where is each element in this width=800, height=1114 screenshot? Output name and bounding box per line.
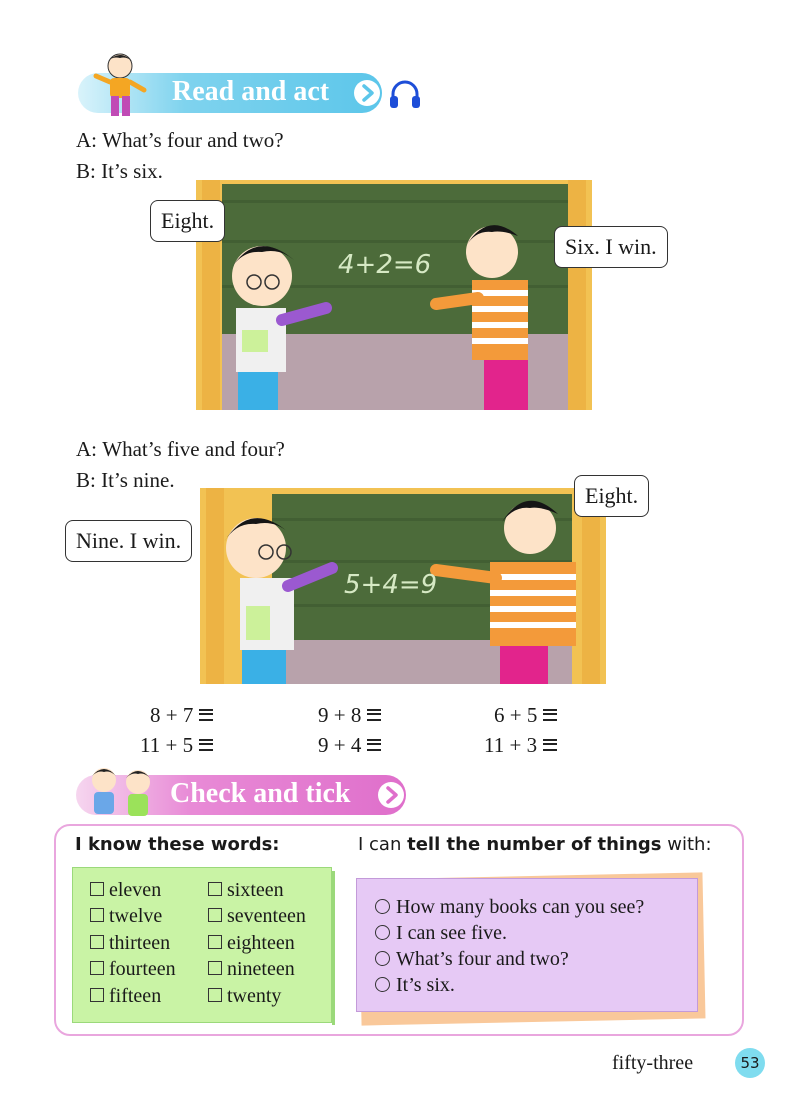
sum-item: [494, 703, 557, 728]
speech-bubble-eight-2: Eight.: [574, 475, 649, 517]
radio-circle[interactable]: [375, 925, 390, 940]
dialog1-line-a: [76, 128, 284, 153]
word-item-fourteen[interactable]: [90, 958, 176, 981]
word-item-fifteen[interactable]: [90, 985, 161, 1008]
dialog2-line-a: [76, 437, 285, 462]
phrase-item[interactable]: [375, 948, 569, 971]
word-label: sixteen: [227, 879, 284, 901]
phrases-heading: [358, 834, 712, 855]
word-label: fourteen: [109, 958, 176, 980]
speaker-b-label: B:: [76, 468, 96, 492]
phrases-heading-pre: I can: [358, 834, 402, 855]
phrase-label: I can see five.: [396, 922, 508, 944]
phrase-label: What’s four and two?: [396, 948, 569, 970]
radio-circle[interactable]: [375, 977, 390, 992]
equals-sign: [367, 709, 381, 721]
checkbox[interactable]: [90, 961, 104, 975]
dialog2-line-b: [76, 468, 175, 493]
board-equation-2: 5+4=9: [344, 570, 438, 600]
checkbox[interactable]: [90, 988, 104, 1002]
sum-expression: 11 + 5: [140, 733, 194, 757]
sum-item: [150, 703, 213, 728]
word-item-twenty[interactable]: [208, 985, 281, 1008]
word-label: eighteen: [227, 932, 295, 954]
dialog2-b-text: It’s nine.: [101, 468, 175, 492]
radio-circle[interactable]: [375, 951, 390, 966]
equals-sign: [543, 709, 557, 721]
dialog1-a-text: What’s four and two?: [102, 128, 284, 152]
word-label: twelve: [109, 905, 163, 927]
two-kids-mascot-illustration: [80, 764, 166, 820]
headphones-icon[interactable]: [388, 78, 422, 110]
equals-sign: [543, 739, 557, 751]
speech-bubble-eight-1: Eight.: [150, 200, 225, 242]
word-item-eighteen[interactable]: [208, 932, 295, 955]
phrases-heading-bold: tell the number of things: [407, 834, 662, 855]
phrases-heading-post: with:: [667, 834, 712, 855]
sum-item: [318, 733, 381, 758]
word-item-thirteen[interactable]: [90, 932, 170, 955]
phrase-item[interactable]: [375, 896, 644, 919]
dialog1-b-text: It’s six.: [101, 159, 163, 183]
word-label: seventeen: [227, 905, 306, 927]
word-item-sixteen[interactable]: [208, 879, 284, 902]
play-arrow-icon[interactable]: [354, 80, 380, 106]
word-label: eleven: [109, 879, 162, 901]
speech-bubble-six-i-win: Six. I win.: [554, 226, 668, 268]
sum-expression: 11 + 3: [484, 733, 538, 757]
word-label: thirteen: [109, 932, 171, 954]
play-arrow-icon[interactable]: [378, 782, 404, 808]
kid-mascot-illustration: [92, 50, 152, 122]
read-and-act-title: Read and act: [172, 76, 330, 107]
blackboard-scene-1: [196, 180, 592, 420]
checkbox[interactable]: [208, 935, 222, 949]
word-item-eleven[interactable]: [90, 879, 161, 902]
speaker-a-label: A:: [76, 128, 97, 152]
word-item-nineteen[interactable]: [208, 958, 295, 981]
sum-expression: 8 + 7: [150, 703, 194, 727]
checkbox[interactable]: [208, 908, 222, 922]
radio-circle[interactable]: [375, 899, 390, 914]
phrase-label: How many books can you see?: [396, 896, 645, 918]
checkbox[interactable]: [208, 961, 222, 975]
phrase-item[interactable]: [375, 922, 507, 945]
sum-item: [484, 733, 557, 758]
equals-sign: [199, 709, 213, 721]
check-and-tick-title: Check and tick: [170, 778, 351, 809]
checkbox[interactable]: [208, 988, 222, 1002]
sum-item: [140, 733, 213, 758]
speaker-b-label: B:: [76, 159, 96, 183]
equals-sign: [367, 739, 381, 751]
word-label: twenty: [227, 985, 282, 1007]
sum-expression: 9 + 4: [318, 733, 362, 757]
words-box-shadow: [332, 871, 335, 1025]
sum-expression: 9 + 8: [318, 703, 362, 727]
page-word: fifty-three: [612, 1052, 694, 1074]
board-equation-1: 4+2=6: [338, 250, 432, 280]
dialog2-a-text: What’s five and four?: [102, 437, 285, 461]
equals-sign: [199, 739, 213, 751]
checkbox[interactable]: [90, 935, 104, 949]
word-item-seventeen[interactable]: [208, 905, 306, 928]
phrase-label: It’s six.: [396, 974, 455, 996]
sum-expression: 6 + 5: [494, 703, 538, 727]
speech-bubble-nine-i-win: Nine. I win.: [65, 520, 192, 562]
checkbox[interactable]: [208, 882, 222, 896]
word-item-twelve[interactable]: [90, 905, 162, 928]
checkbox[interactable]: [90, 882, 104, 896]
dialog1-line-b: [76, 159, 163, 184]
phrase-item[interactable]: [375, 974, 455, 997]
word-label: fifteen: [109, 985, 162, 1007]
page-number-badge: 53: [735, 1048, 765, 1078]
word-label: nineteen: [227, 958, 295, 980]
sum-item: [318, 703, 381, 728]
speaker-a-label: A:: [76, 437, 97, 461]
words-heading: I know these words:: [75, 834, 280, 855]
checkbox[interactable]: [90, 908, 104, 922]
